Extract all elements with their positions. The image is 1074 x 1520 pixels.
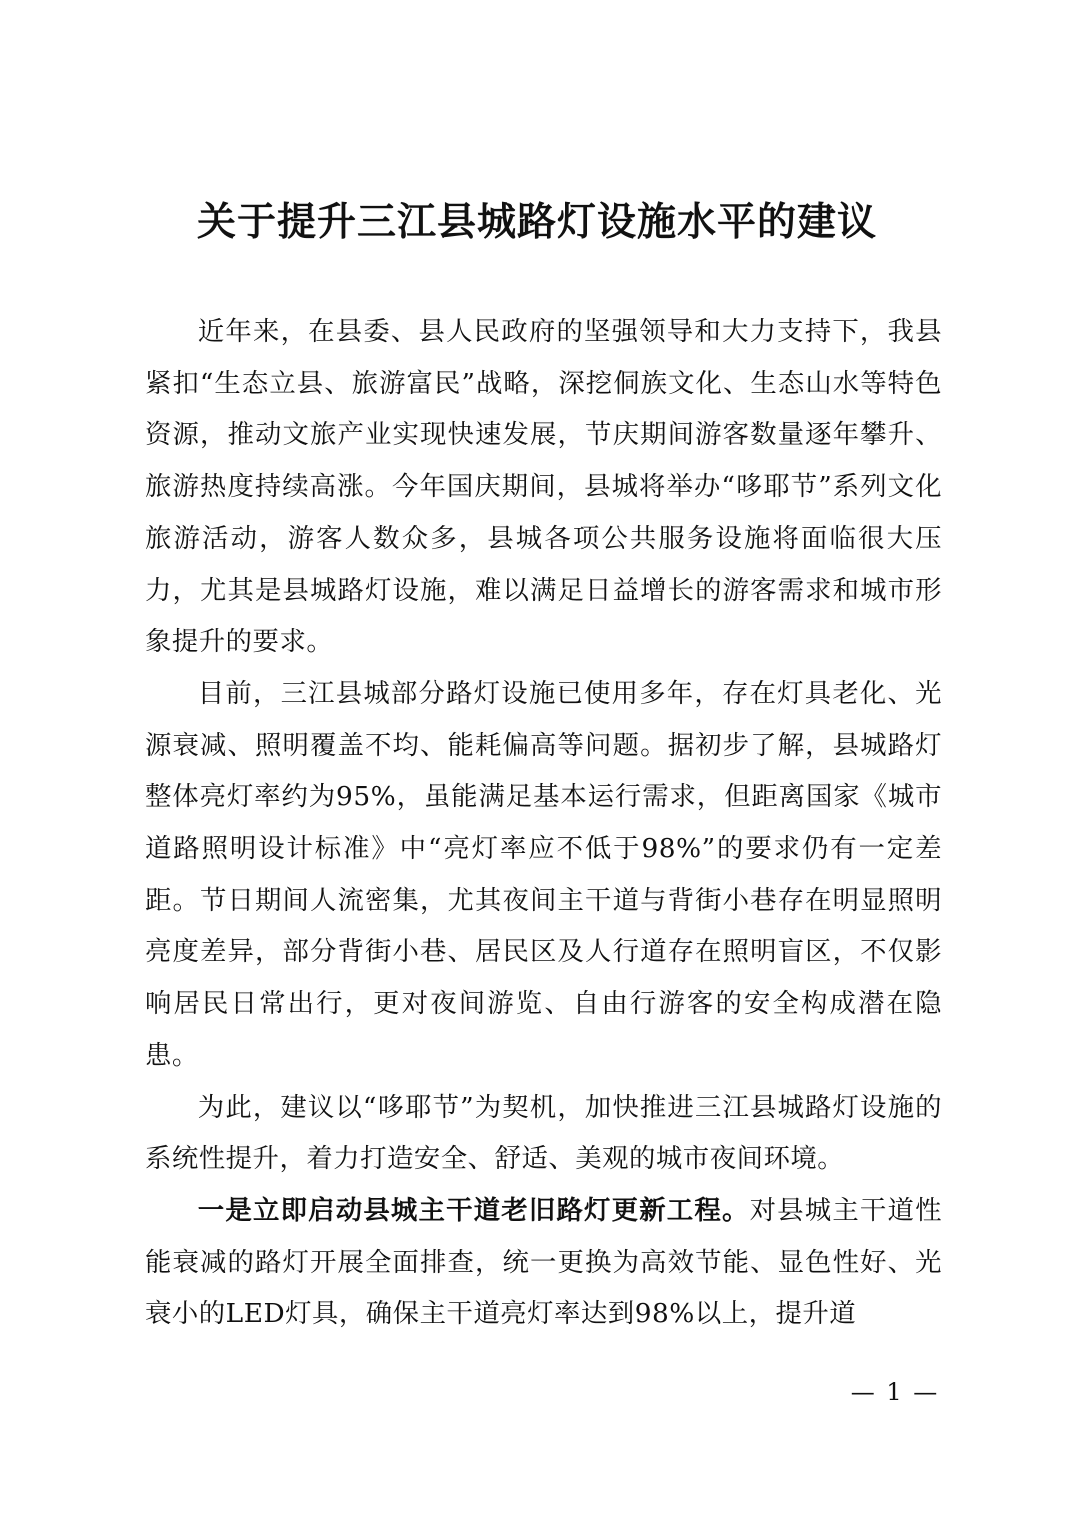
page-number: — 1 — [850,1378,940,1406]
point-one-text: 对县城主干道性能衰减的路灯开展全面排查，统一更换为高效节能、显色性好、光衰小的LED灯具，确保主干道亮灯率达到98%以上，提升道 [145,1194,943,1330]
document-body [145,306,942,1340]
paragraph-point-one [145,1185,942,1340]
paragraph-proposal: 为此，建议以“哆耶节”为契机，加快推进三江县城路灯设施的系统性提升，着力打造安全、舒适、美观的城市夜间环境。 [145,1091,942,1175]
paragraph-background: 近年来，在县委、县人民政府的坚强领导和大力支持下，我县紧扣“生态立县、旅游富民”战略，深挖侗族文化、生态山水等特色资源，推动文旅产业实现快速发展，节庆期间游客数量逐年攀升、旅游热度持续高涨。今年国庆期间，县城将举办“哆耶节”系列文化旅游活动，游客人数众多，县城各项公共服务设施将面临很大压力，尤其是县城路灯设施，难以满足日益增长的游客需求和城市形象提升的要求。 [145,316,942,658]
point-one-heading: 一是立即启动县城主干道老旧路灯更新工程。 [197,1194,750,1226]
document-title: 关于提升三江县城路灯设施水平的建议 [196,199,877,245]
paragraph-current-situation: 目前，三江县城部分路灯设施已使用多年，存在灯具老化、光源衰减、照明覆盖不均、能耗偏高等问题。据初步了解，县城路灯整体亮灯率约为95%，虽能满足基本运行需求，但距离国家《城市道路照明设计标准》中“亮灯率应不低于98%”的要求仍有一定差距。节日期间人流密集，尤其夜间主干道与背街小巷存在明显照明亮度差异，部分背街小巷、居民区及人行道存在照明盲区，不仅影响居民日常出行，更对夜间游览、自由行游客的安全构成潜在隐患。 [145,677,942,1071]
